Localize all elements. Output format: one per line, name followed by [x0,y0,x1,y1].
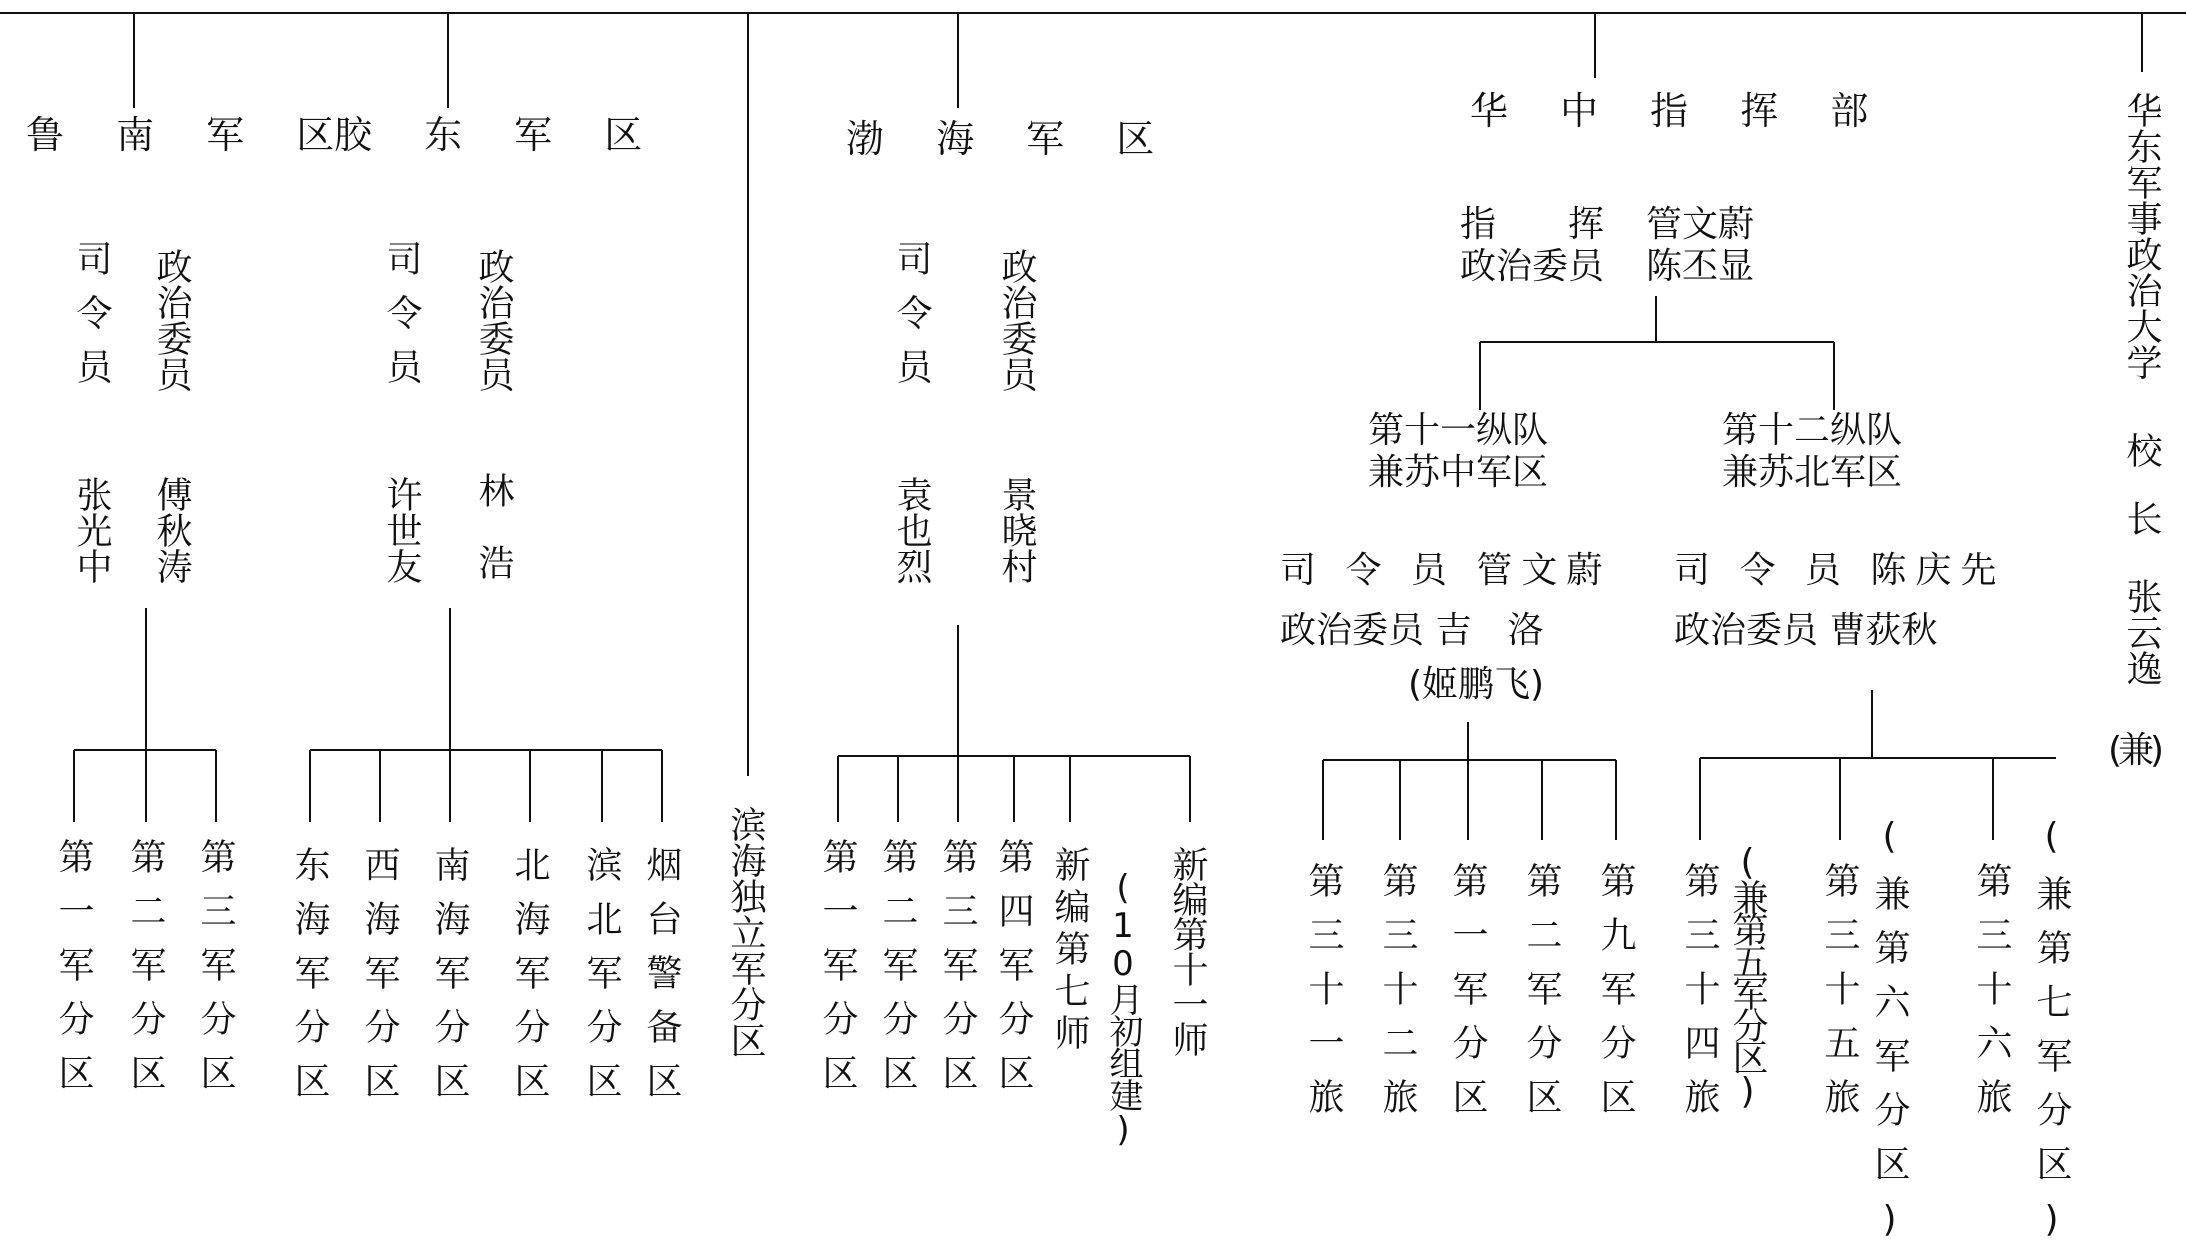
col11-child-4: 第二军分区 [1521,862,1562,1132]
col12-child-2: 第三十五旅 [1819,862,1860,1132]
col11-commander: 司 令 员 管文蔚 [1280,550,1612,591]
binhai-district: 滨海独立军分区 [725,806,766,1058]
col12-commissar: 政治委员 曹荻秋 [1674,610,1938,651]
bohai-child-5: 新编第七师 [1049,846,1090,1056]
bohai-child-6: 新编第十一师 [1167,846,1208,1056]
lunan-commissar-title: 政治委员 [151,248,192,392]
university-note: (兼) [2108,730,2161,771]
bohai-child-1: 第一军分区 [817,838,858,1108]
lunan-commissar-name: 傅秋涛 [151,476,192,584]
jiaodong-commander-title: 司令员 [381,240,422,402]
bohai-commander-title: 司令员 [891,240,932,402]
bohai-child-2: 第二军分区 [877,838,918,1108]
jiaodong-child-1: 东海军分区 [289,846,330,1116]
col12-child-3-note: (兼第七军分区) [2031,816,2072,1258]
jiaodong-commander-name: 许世友 [381,476,422,584]
col12-child-2-note: (兼第六军分区) [1869,816,1910,1258]
jiaodong-child-3: 南海军分区 [429,846,470,1116]
lunan-title: 鲁 南 军 区 [26,113,355,157]
huazhong-commissar-name: 陈丕显 [1646,246,1755,287]
university-president-title: 校长 [2121,432,2162,568]
col12-name-line1: 第十二纵队 [1722,410,1903,451]
jiaodong-child-5: 滨北军分区 [581,846,622,1116]
lunan-child-3: 第三军分区 [195,838,236,1108]
jiaodong-commissar-name: 林 浩 [473,472,514,580]
col11-commissar: 政治委员 吉 洛 [1280,610,1544,651]
bohai-title: 渤 海 军 区 [846,117,1175,161]
col11-child-2: 第三十二旅 [1377,862,1418,1132]
col11-name-line1: 第十一纵队 [1368,410,1549,451]
col12-name-line2: 兼苏北军区 [1722,452,1903,493]
lunan-child-1: 第一军分区 [53,838,94,1108]
bohai-child-4: 第四军分区 [993,838,1034,1108]
lunan-child-2: 第二军分区 [125,838,166,1108]
lunan-commander-name: 张光中 [71,476,112,584]
col12-child-1-note: (兼第五军分区) [1727,842,1768,1108]
col11-name-line2: 兼苏中军区 [1368,452,1549,493]
university-president-name: 张云逸 [2121,578,2162,686]
university-name: 华东军事政治大学 [2121,92,2162,380]
jiaodong-child-2: 西海军分区 [359,846,400,1116]
col12-commander: 司 令 员 陈庆先 [1674,550,2006,591]
lunan-commander-title: 司令员 [71,240,112,402]
jiaodong-child-6: 烟台警备区 [641,846,682,1116]
huazhong-commander-title: 指 挥 [1460,204,1605,245]
jiaodong-child-4: 北海军分区 [509,846,550,1116]
jiaodong-commissar-title: 政治委员 [473,248,514,392]
jiaodong-title: 胶 东 军 区 [334,113,663,157]
bohai-commander-name: 袁也烈 [891,476,932,584]
bohai-commissar-name: 景晓村 [996,476,1037,584]
col12-child-3: 第三十六旅 [1971,862,2012,1132]
bohai-child-6-note: (10月初组建) [1103,868,1143,1148]
bohai-child-3: 第三军分区 [937,838,978,1108]
huazhong-commissar-title: 政治委员 [1460,246,1605,287]
huazhong-commander-name: 管文蔚 [1646,204,1755,245]
col12-child-1: 第三十四旅 [1679,862,1720,1132]
huazhong-title: 华 中 指 挥 部 [1470,89,1889,133]
col11-child-5: 第九军分区 [1595,862,1636,1132]
col11-child-3: 第一军分区 [1447,862,1488,1132]
col11-commissar-note: (姬鹏飞) [1408,664,1545,705]
bohai-commissar-title: 政治委员 [996,248,1037,392]
col11-child-1: 第三十一旅 [1303,862,1344,1132]
